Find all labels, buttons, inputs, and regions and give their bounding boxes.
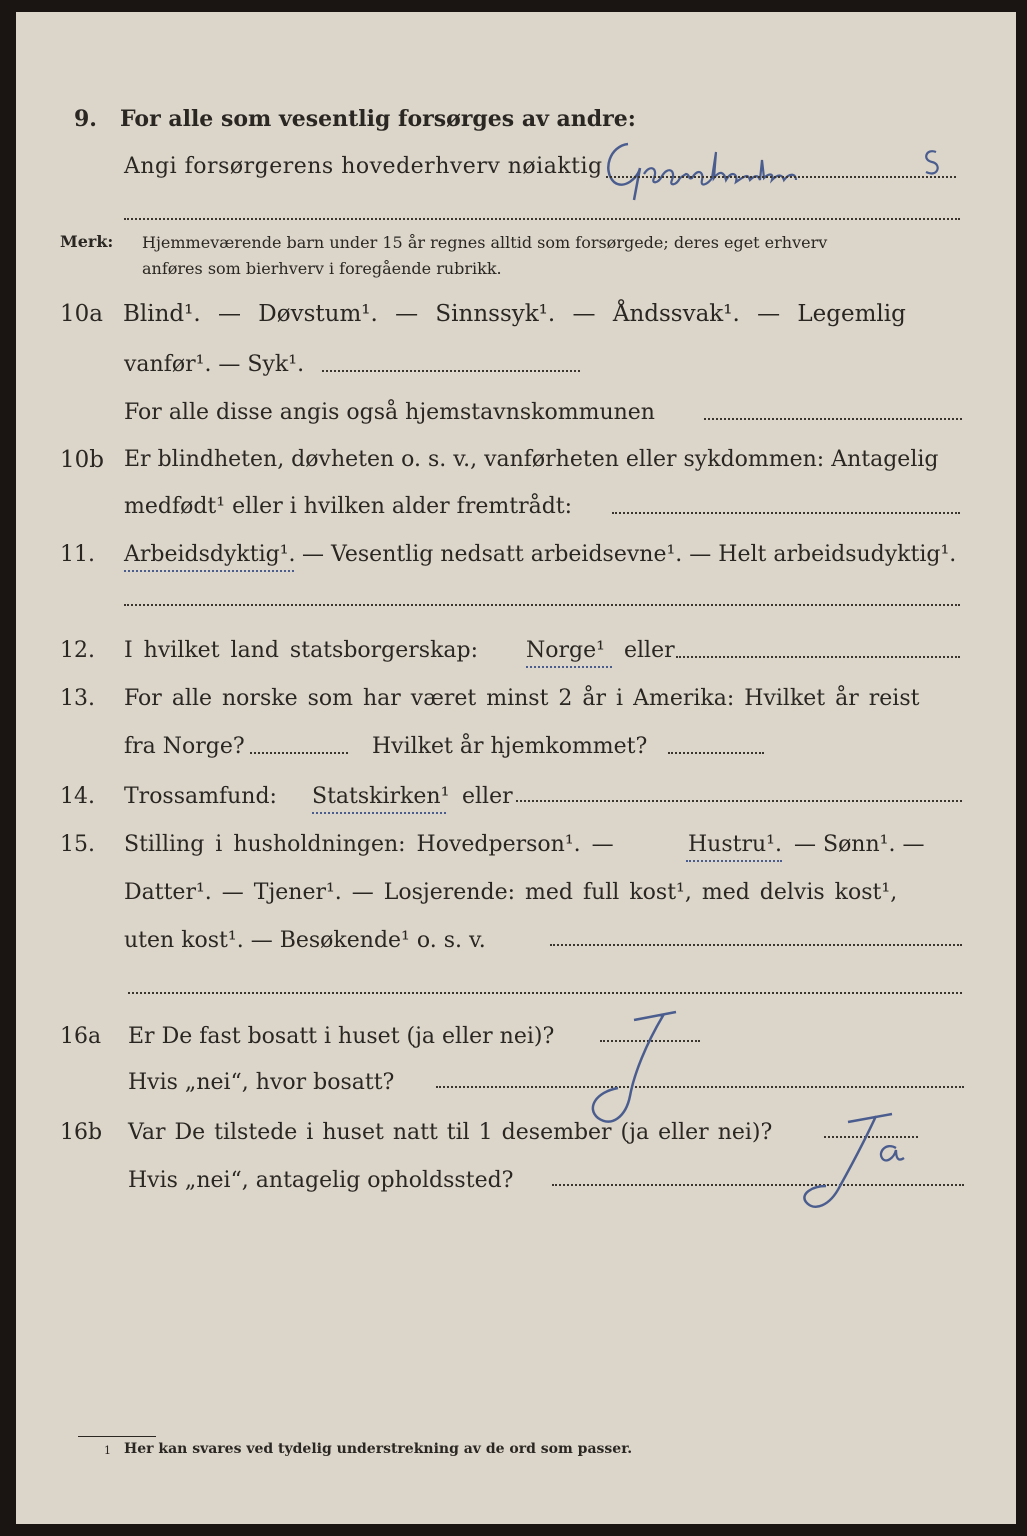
q11-rest: — Vesentlig nedsatt arbeidsevne¹. — Helt arbeidsudyktig¹.	[302, 542, 957, 567]
q9-extra-line	[124, 218, 960, 220]
q13-hjemkommet-line	[668, 752, 764, 754]
q12-option-norge: Norge¹	[526, 638, 605, 663]
q13-reist-line	[250, 752, 348, 754]
q9-answer-line	[606, 176, 956, 178]
q16a-bosatt-line	[436, 1086, 964, 1088]
q13-line1: For alle norske som har været minst 2 år i Amerika: Hvilket år reist	[124, 686, 920, 711]
merk-label: Merk:	[60, 232, 114, 251]
q12-number: 12.	[60, 638, 95, 663]
q9-handwritten-answer	[600, 130, 960, 202]
q9-line1: For alle som vesentlig forsørges av andre:	[120, 106, 636, 132]
q10a-line2: vanfør¹. — Syk¹.	[124, 352, 305, 377]
q13-number: 13.	[60, 686, 95, 711]
q12-underline-mark	[526, 666, 612, 668]
q16a-number: 16a	[60, 1024, 102, 1049]
q14-underline-mark	[312, 812, 446, 814]
q15-option-hustru: Hustru¹.	[688, 832, 782, 857]
census-form-page	[16, 12, 1016, 1524]
q15-underline-mark	[686, 860, 782, 862]
q10a-number: 10a	[60, 301, 103, 327]
q11-number: 11.	[60, 542, 95, 567]
q16b-line2: Hvis „nei“, antagelig opholdssted?	[128, 1168, 514, 1193]
q10b-line1: Er blindheten, døvheten o. s. v., vanførheten eller sykdommen: Antagelig	[124, 447, 939, 472]
q16a-handwritten-answer	[572, 1004, 682, 1130]
q12-other-line	[676, 656, 960, 658]
footnote-text: Her kan svares ved tydelig understrekning av de ord som passer.	[124, 1441, 633, 1457]
q14-tail: eller	[462, 784, 513, 809]
footnote-mark: 1	[104, 1444, 111, 1457]
q13-line2a: fra Norge?	[124, 734, 245, 759]
q15-line1b: — Sønn¹. —	[794, 832, 925, 857]
q16b-line1: Var De tilstede i huset natt til 1 desember (ja eller nei)?	[128, 1120, 773, 1145]
q14-text: Trossamfund:	[124, 784, 277, 809]
q11-underline-mark	[124, 570, 294, 572]
q10a-hjemstavn-line	[704, 418, 962, 420]
q10a-syk-line	[322, 370, 580, 372]
q16a-line1: Er De fast bosatt i huset (ja eller nei)?	[128, 1024, 555, 1049]
footnote-rule	[78, 1436, 156, 1437]
q9-number: 9.	[74, 106, 97, 132]
q15-number: 15.	[60, 832, 95, 857]
merk-line2: anføres som bierhverv i foregående rubrikk.	[142, 259, 502, 278]
q15-extra-line	[128, 992, 962, 994]
q15-other-line	[550, 944, 962, 946]
q14-other-line	[516, 800, 962, 802]
q10a-line1: Blind¹. — Døvstum¹. — Sinnssyk¹. — Åndssvak¹. — Legemlig	[123, 301, 906, 327]
q15-line2: Datter¹. — Tjener¹. — Losjerende: med full kost¹, med delvis kost¹,	[124, 880, 898, 905]
q16a-line2: Hvis „nei“, hvor bosatt?	[128, 1070, 395, 1095]
q12-tail: eller	[624, 638, 675, 663]
q16b-number: 16b	[60, 1120, 103, 1145]
q12-text: I hvilket land statsborgerskap:	[124, 638, 479, 663]
q15-line3: uten kost¹. — Besøkende¹ o. s. v.	[124, 928, 486, 953]
q10a-line3: For alle disse angis også hjemstavnskommunen	[124, 400, 655, 425]
q15-line1a: Stilling i husholdningen: Hovedperson¹. —	[124, 832, 614, 857]
q10b-number: 10b	[60, 447, 104, 473]
q13-line2b: Hvilket år hjemkommet?	[372, 734, 648, 759]
q10b-line2: medfødt¹ eller i hvilken alder fremtrådt:	[124, 494, 573, 519]
q11-option-arbeidsdyktig: Arbeidsdyktig¹.	[124, 542, 296, 567]
q10b-age-line	[612, 512, 960, 514]
q14-option-statskirken: Statskirken¹	[312, 784, 450, 809]
merk-line1: Hjemmeværende barn under 15 år regnes alltid som forsørgede; deres eget erhverv	[142, 233, 828, 252]
q9-line2: Angi forsørgerens hovederhverv nøiaktig	[124, 154, 603, 179]
q14-number: 14.	[60, 784, 95, 809]
q16b-handwritten-answer	[784, 1102, 914, 1216]
q11-extra-line	[124, 604, 960, 606]
